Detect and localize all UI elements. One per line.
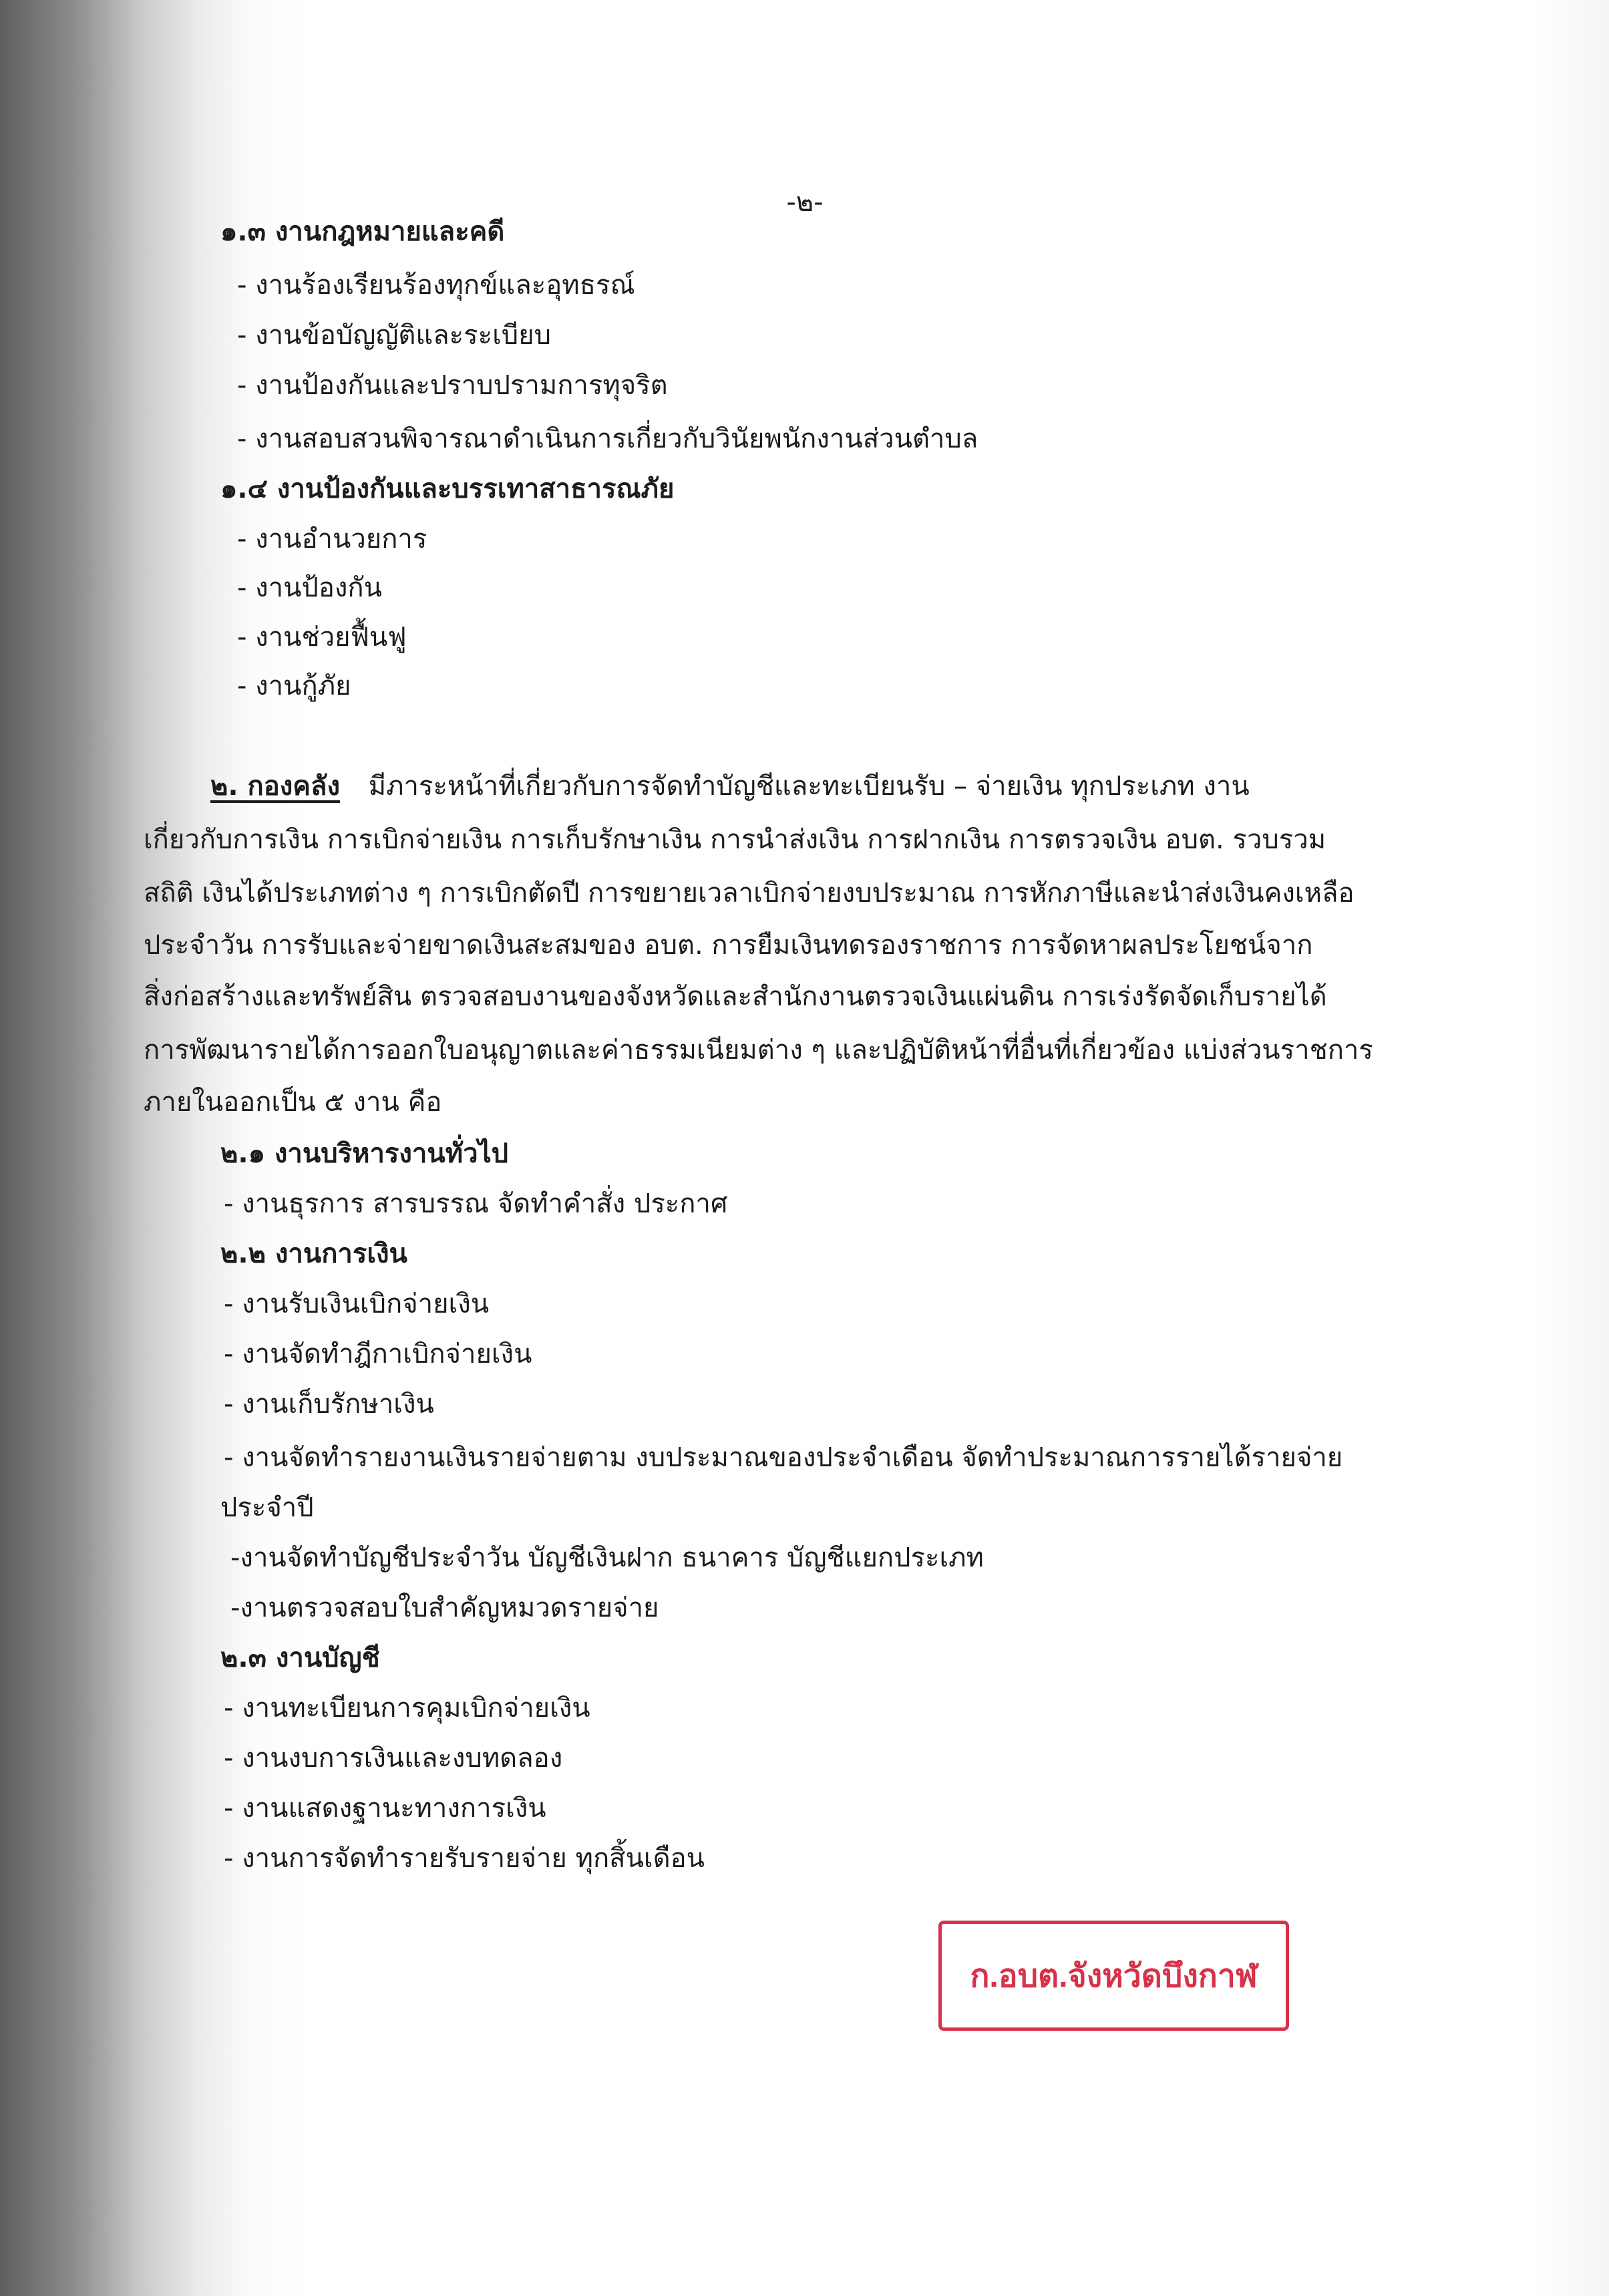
list-item: - งานแสดงฐานะทางการเงิน	[224, 1793, 546, 1824]
list-item: - งานทะเบียนการคุมเบิกจ่ายเงิน	[224, 1693, 590, 1724]
section-2-line-6: ภายในออกเป็น ๕ งาน คือ	[144, 1087, 442, 1118]
list-item: - งานข้อบัญญัติและระเบียบ	[237, 320, 552, 351]
section-1-4-heading: ๑.๔ งานป้องกันและบรรเทาสาธารณภัย	[220, 474, 675, 504]
list-item: - งานเก็บรักษาเงิน	[224, 1389, 434, 1420]
section-2-3-heading: ๒.๓ งานบัญชี	[220, 1643, 380, 1673]
list-item: - งานการจัดทำรายรับรายจ่าย ทุกสิ้นเดือน	[224, 1843, 705, 1874]
list-item: - งานจัดทำฎีกาเบิกจ่ายเงิน	[224, 1339, 532, 1369]
organization-stamp	[938, 1921, 1289, 2031]
list-item: - งานงบการเงินและงบทดลอง	[224, 1743, 563, 1774]
list-item: - งานจัดทำรายงานเงินรายจ่ายตาม งบประมาณของประจำเดือน จัดทำประมาณการรายได้รายจ่าย	[224, 1442, 1343, 1473]
section-2-line-1: เกี่ยวกับการเงิน การเบิกจ่ายเงิน การเก็บรักษาเงิน การนำส่งเงิน การฝากเงิน การตรวจเงิน อบต. รวบรวม	[144, 824, 1326, 855]
section-2-title: ๒. กองคลัง	[210, 771, 341, 802]
list-item: - งานร้องเรียนร้องทุกข์และอุทธรณ์	[237, 270, 635, 301]
section-2-line-5: การพัฒนารายได้การออกใบอนุญาตและค่าธรรมเนียมต่าง ๆ และปฏิบัติหน้าที่อื่นที่เกี่ยวข้อง แบ่งส่วนราชการ	[144, 1035, 1373, 1065]
section-2-line-0: มีภาระหน้าที่เกี่ยวกับการจัดทำบัญชีและทะเบียนรับ – จ่ายเงิน ทุกประเภท งาน	[368, 771, 1250, 802]
list-item: - งานป้องกันและปราบปรามการทุจริต	[237, 370, 668, 401]
list-item: - งานป้องกัน	[237, 572, 382, 603]
list-item: - งานธุรการ สารบรรณ จัดทำคำสั่ง ประกาศ	[224, 1188, 728, 1219]
stamp-text: ก.อบต.จังหวัดบึงกาฬ	[970, 1958, 1258, 1994]
list-item: - งานรับเงินเบิกจ่ายเงิน	[224, 1289, 490, 1319]
page-number: -๒-	[786, 187, 824, 218]
section-1-3-heading: ๑.๓ งานกฎหมายและคดี	[220, 216, 505, 247]
section-2-line-4: สิ่งก่อสร้างและทรัพย์สิน ตรวจสอบงานของจังหวัดและสำนักงานตรวจเงินแผ่นดิน การเร่งรัดจัดเก็บรายได้	[144, 981, 1327, 1012]
list-item: - งานกู้ภัย	[237, 671, 351, 701]
section-2-1-heading: ๒.๑ งานบริหารงานทั่วไป	[220, 1138, 509, 1169]
section-2-first-line	[144, 772, 1423, 801]
section-2-2-heading: ๒.๒ งานการเงิน	[220, 1239, 407, 1269]
list-item: - งานช่วยฟื้นฟู	[237, 622, 407, 653]
list-item: -งานตรวจสอบใบสำคัญหมวดรายจ่าย	[230, 1593, 659, 1623]
section-2-line-2: สถิติ เงินได้ประเภทต่าง ๆ การเบิกตัดปี การขยายเวลาเบิกจ่ายงบประมาณ การหักภาษีและนำส่งเงินคงเหลือ	[144, 878, 1355, 909]
list-item-continuation: ประจำปี	[220, 1492, 314, 1523]
list-item: - งานอำนวยการ	[237, 524, 427, 554]
list-item: - งานสอบสวนพิจารณาดำเนินการเกี่ยวกับวินัยพนักงานส่วนตำบล	[237, 424, 978, 454]
section-2-line-3: ประจำวัน การรับและจ่ายขาดเงินสะสมของ อบต. การยืมเงินทดรองราชการ การจัดหาผลประโยชน์จาก	[144, 930, 1313, 961]
list-item: -งานจัดทำบัญชีประจำวัน บัญชีเงินฝาก ธนาคาร บัญชีแยกประเภท	[230, 1542, 984, 1573]
